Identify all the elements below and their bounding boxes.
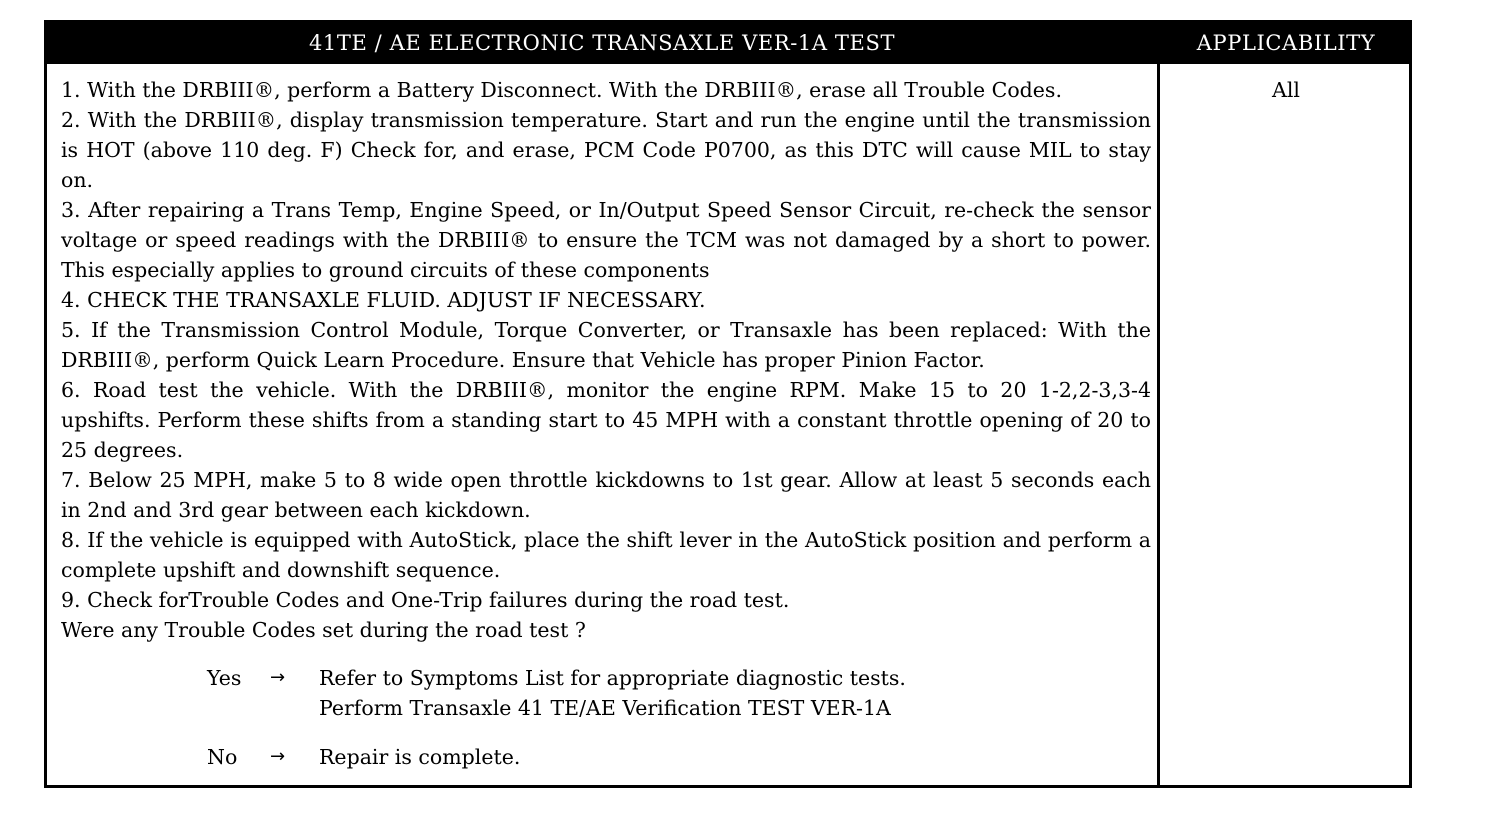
applicability-value: All	[1272, 78, 1300, 102]
answer-no-line1: Repair is complete.	[319, 745, 521, 769]
answer-no-text	[319, 742, 520, 772]
test-table	[44, 20, 1412, 788]
right-arrow-icon: →	[270, 667, 286, 688]
step-9: 9. Check forTrouble Codes and One-Trip failures during the road test.	[61, 588, 790, 612]
step-1: 1. With the DRBIII®, perform a Battery Disconnect. With the DRBIII®, erase all Trouble Codes.	[61, 78, 1062, 102]
step-2: 2. With the DRBIII®, display transmission temperature. Start and run the engine until the transmission is HOT (above 110 deg. F) Check for, and erase, PCM Code P0700, as this DTC will cause MIL to stay on.	[61, 108, 1151, 192]
step-6: 6. Road test the vehicle. With the DRBIII®, monitor the engine RPM. Make 15 to 20 1-2,2-3,3-4 upshifts. Perform these shifts from a standing start to 45 MPH with a constant throttle opening of 20 to 25 degrees.	[61, 378, 1151, 462]
answer-yes-line2: Perform Transaxle 41 TE/AE Verification TEST VER-1A	[319, 696, 891, 720]
answer-no	[61, 742, 1151, 772]
answer-no-label: No	[207, 745, 238, 769]
applicability-header: APPLICABILITY	[1160, 23, 1412, 64]
column-divider	[1157, 23, 1160, 785]
answers	[61, 663, 1151, 772]
step-4: 4. CHECK THE TRANSAXLE FLUID. ADJUST IF NECESSARY.	[61, 288, 706, 312]
question: Were any Trouble Codes set during the road test ?	[61, 618, 586, 642]
step-3: 3. After repairing a Trans Temp, Engine Speed, or In/Output Speed Sensor Circuit, re-check the sensor voltage or speed readings with the DRBIII® to ensure the TCM was not damaged by a short to power. This especially applies to ground circuits of these components	[61, 198, 1151, 282]
answer-yes-text	[319, 663, 906, 723]
table-title: 41TE / AE ELECTRONIC TRANSAXLE VER-1A TEST	[47, 23, 1157, 64]
step-8: 8. If the vehicle is equipped with AutoStick, place the shift lever in the AutoStick position and perform a complete upshift and downshift sequence.	[61, 528, 1151, 582]
procedure-cell	[61, 75, 1151, 772]
answer-yes-label: Yes	[207, 666, 242, 690]
step-5: 5. If the Transmission Control Module, Torque Converter, or Transaxle has been replaced: With the DRBIII®, perform Quick Learn Procedure. Ensure that Vehicle has proper Pinion Factor.	[61, 318, 1151, 372]
answer-yes	[61, 663, 1151, 723]
step-7: 7. Below 25 MPH, make 5 to 8 wide open throttle kickdowns to 1st gear. Allow at least 5 seconds each in 2nd and 3rd gear between each kickdown.	[61, 468, 1151, 522]
right-arrow-icon: →	[270, 746, 286, 767]
answer-yes-line1: Refer to Symptoms List for appropriate diagnostic tests.	[319, 666, 906, 690]
